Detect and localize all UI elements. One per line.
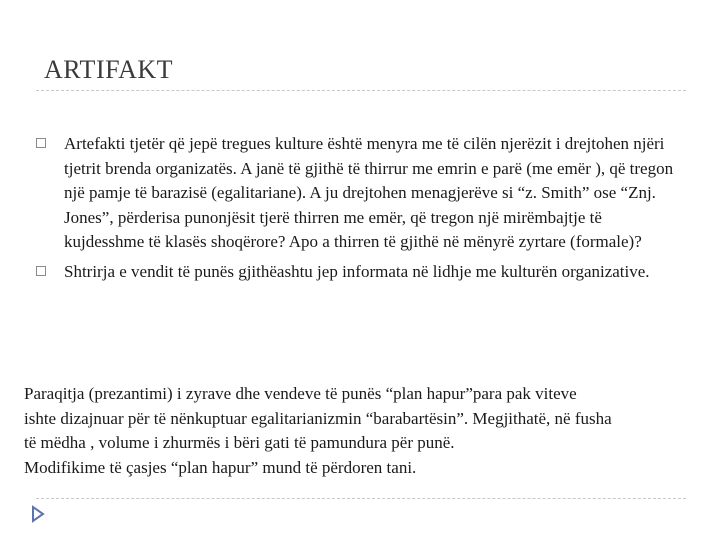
- slide-title: ARTIFAKT: [44, 55, 174, 84]
- bullet-list: [36, 132, 686, 289]
- slide-nav-icon[interactable]: [30, 505, 46, 523]
- square-bullet-icon: [36, 138, 46, 148]
- paragraph-line: të mëdha , volume i zhurmës i bëri gati të pamundura për punë.: [24, 433, 455, 452]
- paragraph-line: ishte dizajnuar për të nënkuptuar egalitarianizmin “barabartësin”. Megjithatë, në fusha: [24, 408, 612, 428]
- square-bullet-icon: [36, 266, 46, 276]
- body-paragraph: [24, 382, 714, 480]
- bullet-item: [36, 132, 686, 255]
- footer-divider: [36, 498, 686, 499]
- bullet-item: [36, 260, 686, 285]
- bullet-text: Shtrirja e vendit të punës gjithëashtu jep informata në lidhje me kulturën organizative.: [64, 261, 650, 281]
- bullet-text: Artefakti tjetër që jepë tregues kulture është menyra me të cilën njerëzit i drejtohen njëri tjetrit brenda organizatës. A janë të gjithë të thirrur me emrin e parë (me emër ), që tregon një pamje të barazisë (egalitariane). A ju drejtohen menagjerëve si “z. Smith” ose “Znj. Jones”, përderisa punonjësit tjerë thirren me emër, që tregon një mirëmbajtje të kujdesshme të klasës shoqërore? Apo a thirren të gjithë në mënyrë zyrtare (formale)?: [64, 134, 674, 251]
- paragraph-line: Paraqitja (prezantimi) i zyrave dhe vendeve të punës “plan hapur”para pak viteve: [24, 384, 577, 403]
- title-divider: [36, 90, 686, 91]
- paragraph-line: Modifikime të çasjes “plan hapur” mund të përdoren tani.: [24, 457, 417, 477]
